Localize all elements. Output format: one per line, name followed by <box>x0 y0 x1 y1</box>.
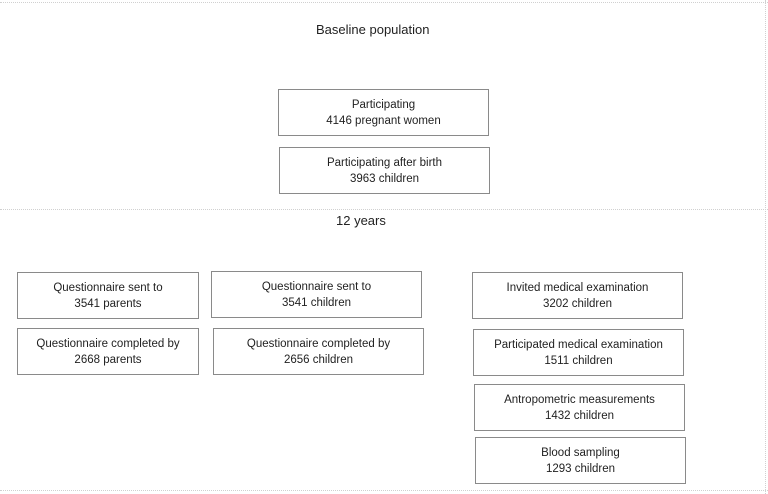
parents-questionnaire-completed-box <box>17 328 199 375</box>
twelve-years-heading: 12 years <box>336 213 386 228</box>
anthropometric-measurements-box <box>474 384 685 431</box>
participating-after-birth-box <box>279 147 490 194</box>
after-birth-count: 3963 children <box>349 172 420 185</box>
parents-completed-label: Questionnaire completed by <box>36 337 180 350</box>
bottom-divider <box>0 490 768 491</box>
parents-sent-label: Questionnaire sent to <box>53 281 163 294</box>
children-questionnaire-completed-box <box>213 328 424 375</box>
anthropometric-count: 1432 children <box>544 409 615 422</box>
participating-box <box>278 89 489 136</box>
blood-sampling-box <box>475 437 686 484</box>
after-birth-label: Participating after birth <box>326 156 443 169</box>
parents-completed-count: 2668 parents <box>74 353 142 366</box>
right-border <box>765 0 766 494</box>
participating-count: 4146 pregnant women <box>326 114 441 127</box>
participating-label: Participating <box>351 98 416 111</box>
anthropometric-label: Antropometric measurements <box>504 393 655 406</box>
children-completed-label: Questionnaire completed by <box>246 337 391 350</box>
participated-label: Participated medical examination <box>494 338 663 351</box>
invited-medical-exam-box <box>472 272 683 319</box>
children-questionnaire-sent-box <box>211 271 422 318</box>
children-sent-count: 3541 children <box>281 296 352 309</box>
blood-sampling-count: 1293 children <box>545 462 616 475</box>
children-completed-count: 2656 children <box>283 353 354 366</box>
parents-questionnaire-sent-box <box>17 272 199 319</box>
invited-label: Invited medical examination <box>506 281 649 294</box>
top-divider <box>0 2 768 3</box>
blood-sampling-label: Blood sampling <box>541 446 620 459</box>
participated-count: 1511 children <box>544 354 613 367</box>
parents-sent-count: 3541 parents <box>74 297 142 310</box>
participated-medical-exam-box <box>473 329 684 376</box>
invited-count: 3202 children <box>542 297 613 310</box>
middle-divider <box>0 209 768 210</box>
baseline-heading: Baseline population <box>316 22 430 37</box>
children-sent-label: Questionnaire sent to <box>261 280 372 293</box>
